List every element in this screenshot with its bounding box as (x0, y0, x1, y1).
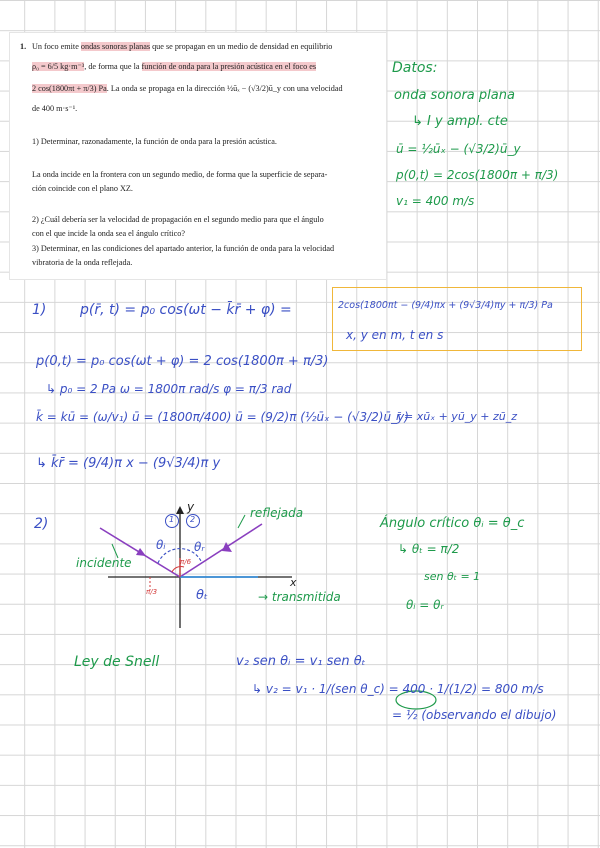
highlight-pressure-function: función de onda para la presión acústica en el foco es (141, 62, 317, 71)
pi-6-label: π/6 (180, 558, 192, 566)
problem-line-1: Un foco emite ondas sonoras planas que se propagan en un medio de densidad en equilibrio (32, 42, 333, 51)
snell-line-3: = ½ (observando el dibujo) (392, 708, 557, 722)
highlight-source-function: 2 cos(1800πt + π/3) Pa (32, 84, 107, 93)
y-axis-label: y (187, 500, 195, 514)
question-1: 1) Determinar, razonadamente, la función de onda para la presión acústica. (32, 137, 277, 146)
transmitida-label: → transmitida (258, 590, 341, 604)
part-1-line-3: ↳ p₀ = 2 Pa ω = 1800π rad/s φ = π/3 rad (46, 382, 292, 396)
incidente-label: incidente (76, 556, 132, 570)
datos-line-4: p(0,t) = 2cos(1800π + π/3) (396, 168, 559, 182)
question-3-line-1: 3) Determinar, en las condiciones del apartado anterior, la función de onda para la velocidad (32, 244, 335, 253)
problem-line-3: 2 cos(1800πt + π/3) Pa. La onda se propaga en la dirección ½ūₓ − (√3/2)ū_y con una velocidad (32, 84, 343, 93)
problem-line-4: de 400 m·s⁻¹. (32, 104, 78, 113)
question-2-line-2: con el que incide la onda sea el ángulo crítico? (32, 229, 185, 238)
theta-i-label: θᵢ (156, 538, 166, 552)
part-1-line-4: k̄ = kū = (ω/v₁) ū = (1800π/400) ū = (9/2)π (½ūₓ − (√3/2)ū_y) (36, 410, 409, 424)
part-1-label: 1) (32, 302, 47, 318)
theta-r-label: θᵣ (194, 540, 205, 554)
snell-line-2: ↳ v₂ = v₁ · 1/(sen θ_c) = 400 · 1/(1/2) = 800 m/s (252, 682, 544, 696)
part-2-label: 2) (34, 516, 49, 532)
part-1-position-vector: r̄ = xūₓ + yū_y + zū_z (396, 410, 518, 423)
y-axis-arrow (176, 506, 184, 514)
pi-3-label: π/3 (146, 588, 158, 596)
critical-angle-line-3: θᵢ = θᵣ (406, 598, 444, 612)
part-1-answer: 2cos(1800πt − (9/4)πx + (9√3/4)πy + π/3) Pa (338, 300, 553, 311)
part-1-line-5: ↳ k̄r̄ = (9/4)π x − (9√3/4)π y (36, 456, 221, 471)
problem-line-2: ρ₀ = 6/5 kg·m⁻³, de forma que la función de onda para la presión acústica en el foco es (32, 62, 317, 71)
reflejada-label: reflejada (250, 506, 304, 520)
incident-ray-arrow (136, 548, 146, 556)
critical-angle-line-1: ↳ θₜ = π/2 (398, 542, 460, 556)
x-axis-label: x (290, 576, 297, 589)
small-angle-arc (172, 567, 184, 572)
critical-angle-line-2: sen θₜ = 1 (424, 570, 481, 583)
datos-title: Datos: (392, 60, 438, 76)
snell-equation: v₂ sen θᵢ = v₁ sen θₜ (236, 654, 366, 669)
datos-line-3: ū = ½ūₓ − (√3/2)ū_y (396, 142, 521, 156)
medium-2-label: 2 (190, 515, 196, 524)
reflejada-pointer (238, 515, 245, 528)
question-2-line-1: 2) ¿Cuál debería ser la velocidad de propagación en el segundo medio para que el ángulo (32, 215, 324, 224)
datos-line-1: onda sonora plana (394, 88, 515, 103)
question-3-line-2: vibratoria de la onda reflejada. (32, 258, 133, 267)
part-1-wave-equation: p(r̄, t) = p₀ cos(ωt − k̄r̄ + φ) = (80, 302, 292, 318)
critical-angle-title: Ángulo crítico θᵢ = θ_c (380, 516, 525, 531)
theta-t-label: θₜ (196, 588, 208, 603)
part-1-line-2: p(0,t) = p₀ cos(ωt + φ) = 2 cos(1800π + π/3) (36, 354, 329, 369)
problem-number: 1. (20, 42, 27, 51)
reflected-ray (180, 524, 262, 577)
snell-title: Ley de Snell (74, 654, 160, 670)
context-line-2: ción coincide con el plano XZ. (32, 184, 133, 193)
highlight-density: ρ₀ = 6/5 kg·m⁻³ (32, 62, 85, 71)
datos-line-5: v₁ = 400 m/s (396, 194, 475, 208)
context-line-1: La onda incide en la frontera con un segundo medio, de forma que la superficie de separa- (32, 170, 328, 179)
datos-line-2: ↳ I y ampl. cte (412, 114, 508, 129)
part-1-units: x, y en m, t en s (346, 328, 444, 342)
highlight-plane-waves: ondas sonoras planas (80, 42, 151, 51)
medium-1-label: 1 (169, 515, 175, 524)
